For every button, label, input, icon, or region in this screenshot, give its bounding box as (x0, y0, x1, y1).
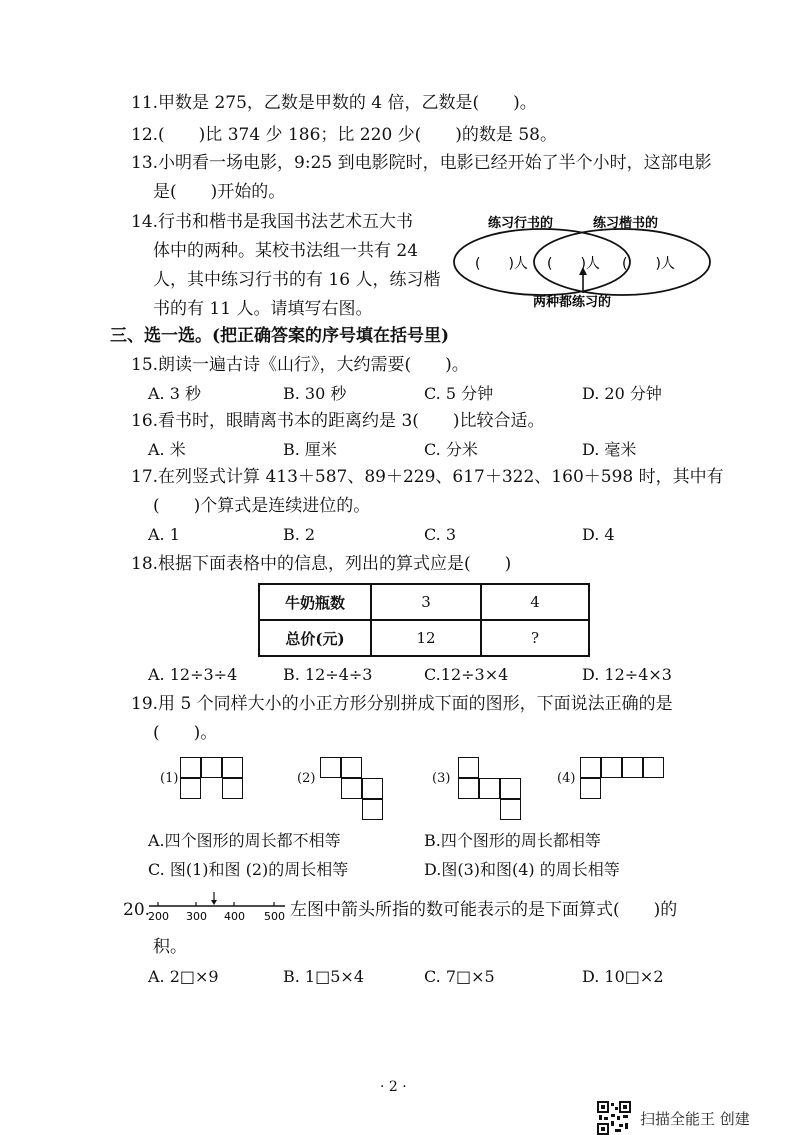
question-14-line4: 书的有 11 人。请填写右图。 (153, 299, 373, 319)
figure-2-label: (2) (297, 771, 316, 786)
question-15: 15.朗读一遍古诗《山行》，大约需要( )。 (131, 355, 469, 375)
tick-label: 300 (186, 910, 207, 923)
square (458, 778, 479, 799)
milk-price-table (258, 583, 590, 657)
question-17-line2: ( )个算式是连续进位的。 (153, 496, 371, 516)
q18-option-a: A. 12÷3÷4 (148, 665, 238, 684)
table-cell: 总价(元) (259, 620, 371, 656)
table-cell: 4 (481, 584, 589, 620)
q18-option-b: B. 12÷4÷3 (283, 665, 373, 684)
question-17-line1: 17.在列竖式计算 413＋587、89＋229、617＋322、160＋598 时，其中有 (131, 467, 724, 487)
question-19-line1: 19.用 5 个同样大小的小正方形分别拼成下面的图形，下面说法正确的是 (131, 694, 673, 714)
scanner-watermark: 扫描全能王 创建 (640, 1110, 750, 1128)
square (500, 799, 521, 820)
question-16: 16.看书时，眼睛离书本的距离约是 3( )比较合适。 (131, 411, 545, 431)
square (601, 757, 622, 778)
q16-option-a: A. 米 (148, 440, 186, 459)
q17-option-d: D. 4 (582, 525, 615, 544)
table-row (259, 620, 589, 656)
venn-right-blank: ( )人 (622, 256, 675, 272)
table-cell: ? (481, 620, 589, 656)
q15-option-c: C. 5 分钟 (424, 384, 494, 403)
square (341, 757, 362, 778)
square (222, 757, 243, 778)
q17-option-c: C. 3 (424, 525, 457, 544)
square (222, 778, 243, 799)
square (362, 778, 383, 799)
tick-label: 400 (224, 910, 245, 923)
q15-option-d: D. 20 分钟 (582, 384, 662, 403)
figure-3-label: (3) (432, 771, 451, 786)
section-3-heading: 三、选一选。(把正确答案的序号填在括号里) (110, 326, 450, 346)
q17-option-b: B. 2 (283, 525, 316, 544)
question-18: 18.根据下面表格中的信息，列出的算式应是( ) (131, 554, 512, 574)
square (341, 778, 362, 799)
number-line-arrowhead (211, 900, 217, 905)
square (180, 778, 201, 799)
question-11: 11.甲数是 275，乙数是甲数的 4 倍，乙数是( )。 (131, 93, 537, 113)
venn-left-blank: ( )人 (475, 256, 528, 272)
question-13-line1: 13.小明看一场电影，9:25 到电影院时，电影已经开始了半个小时，这部电影 (131, 153, 712, 173)
q15-option-a: A. 3 秒 (148, 384, 201, 403)
q15-option-b: B. 30 秒 (283, 384, 347, 403)
table-row (259, 584, 589, 620)
q16-option-c: C. 分米 (424, 440, 478, 459)
q19-option-a: A.四个图形的周长都不相等 (148, 831, 341, 850)
figure-4-label: (4) (557, 771, 576, 786)
square (580, 778, 601, 799)
square (180, 757, 201, 778)
square (320, 757, 341, 778)
square (643, 757, 664, 778)
qr-code-icon (597, 1101, 631, 1135)
question-20-number: 20. (123, 900, 151, 920)
square (479, 778, 500, 799)
venn-diagram (450, 205, 725, 315)
venn-right-label: 练习楷书的 (593, 216, 659, 231)
question-20-line1: 左图中箭头所指的数可能表示的是下面算式( )的 (290, 900, 678, 920)
number-line (145, 892, 290, 928)
question-14-line1: 14.行书和楷书是我国书法艺术五大书 (131, 212, 414, 232)
square (580, 757, 601, 778)
venn-left-label: 练习行书的 (488, 216, 554, 231)
square (500, 778, 521, 799)
question-13-line2: 是( )开始的。 (153, 182, 286, 202)
square (201, 757, 222, 778)
q16-option-d: D. 毫米 (582, 440, 637, 459)
table-cell: 3 (371, 584, 481, 620)
q19-option-c: C. 图(1)和图 (2)的周长相等 (148, 860, 349, 879)
q20-option-d: D. 10□×2 (582, 967, 664, 986)
q20-option-c: C. 7□×5 (424, 967, 495, 986)
q18-option-c: C.12÷3×4 (424, 665, 509, 684)
tick-label: 500 (264, 910, 285, 923)
square (458, 757, 479, 778)
question-19-line2: ( )。 (153, 723, 218, 743)
venn-bottom-label: 两种都练习的 (533, 295, 612, 310)
q19-option-b: B.四个图形的周长都相等 (424, 831, 601, 850)
q19-option-d: D.图(3)和图(4) 的周长相等 (424, 860, 620, 879)
figure-1-label: (1) (160, 771, 179, 786)
q17-option-a: A. 1 (148, 525, 180, 544)
tick-label: 200 (148, 910, 169, 923)
q20-option-b: B. 1□5×4 (283, 967, 364, 986)
q18-option-d: D. 12÷4×3 (582, 665, 672, 684)
table-cell: 12 (371, 620, 481, 656)
q20-option-a: A. 2□×9 (148, 967, 219, 986)
venn-middle-blank: ( )人 (547, 256, 600, 272)
page-number: · 2 · (380, 1079, 407, 1095)
question-20-line2: 积。 (153, 937, 187, 957)
question-12: 12.( )比 374 少 186；比 220 少( )的数是 58。 (131, 125, 557, 145)
table-cell: 牛奶瓶数 (259, 584, 371, 620)
question-14-line3: 人，其中练习行书的有 16 人，练习楷 (153, 270, 441, 290)
q16-option-b: B. 厘米 (283, 440, 337, 459)
question-14-line2: 体中的两种。某校书法组一共有 24 (153, 241, 419, 261)
square (622, 757, 643, 778)
square (362, 799, 383, 820)
